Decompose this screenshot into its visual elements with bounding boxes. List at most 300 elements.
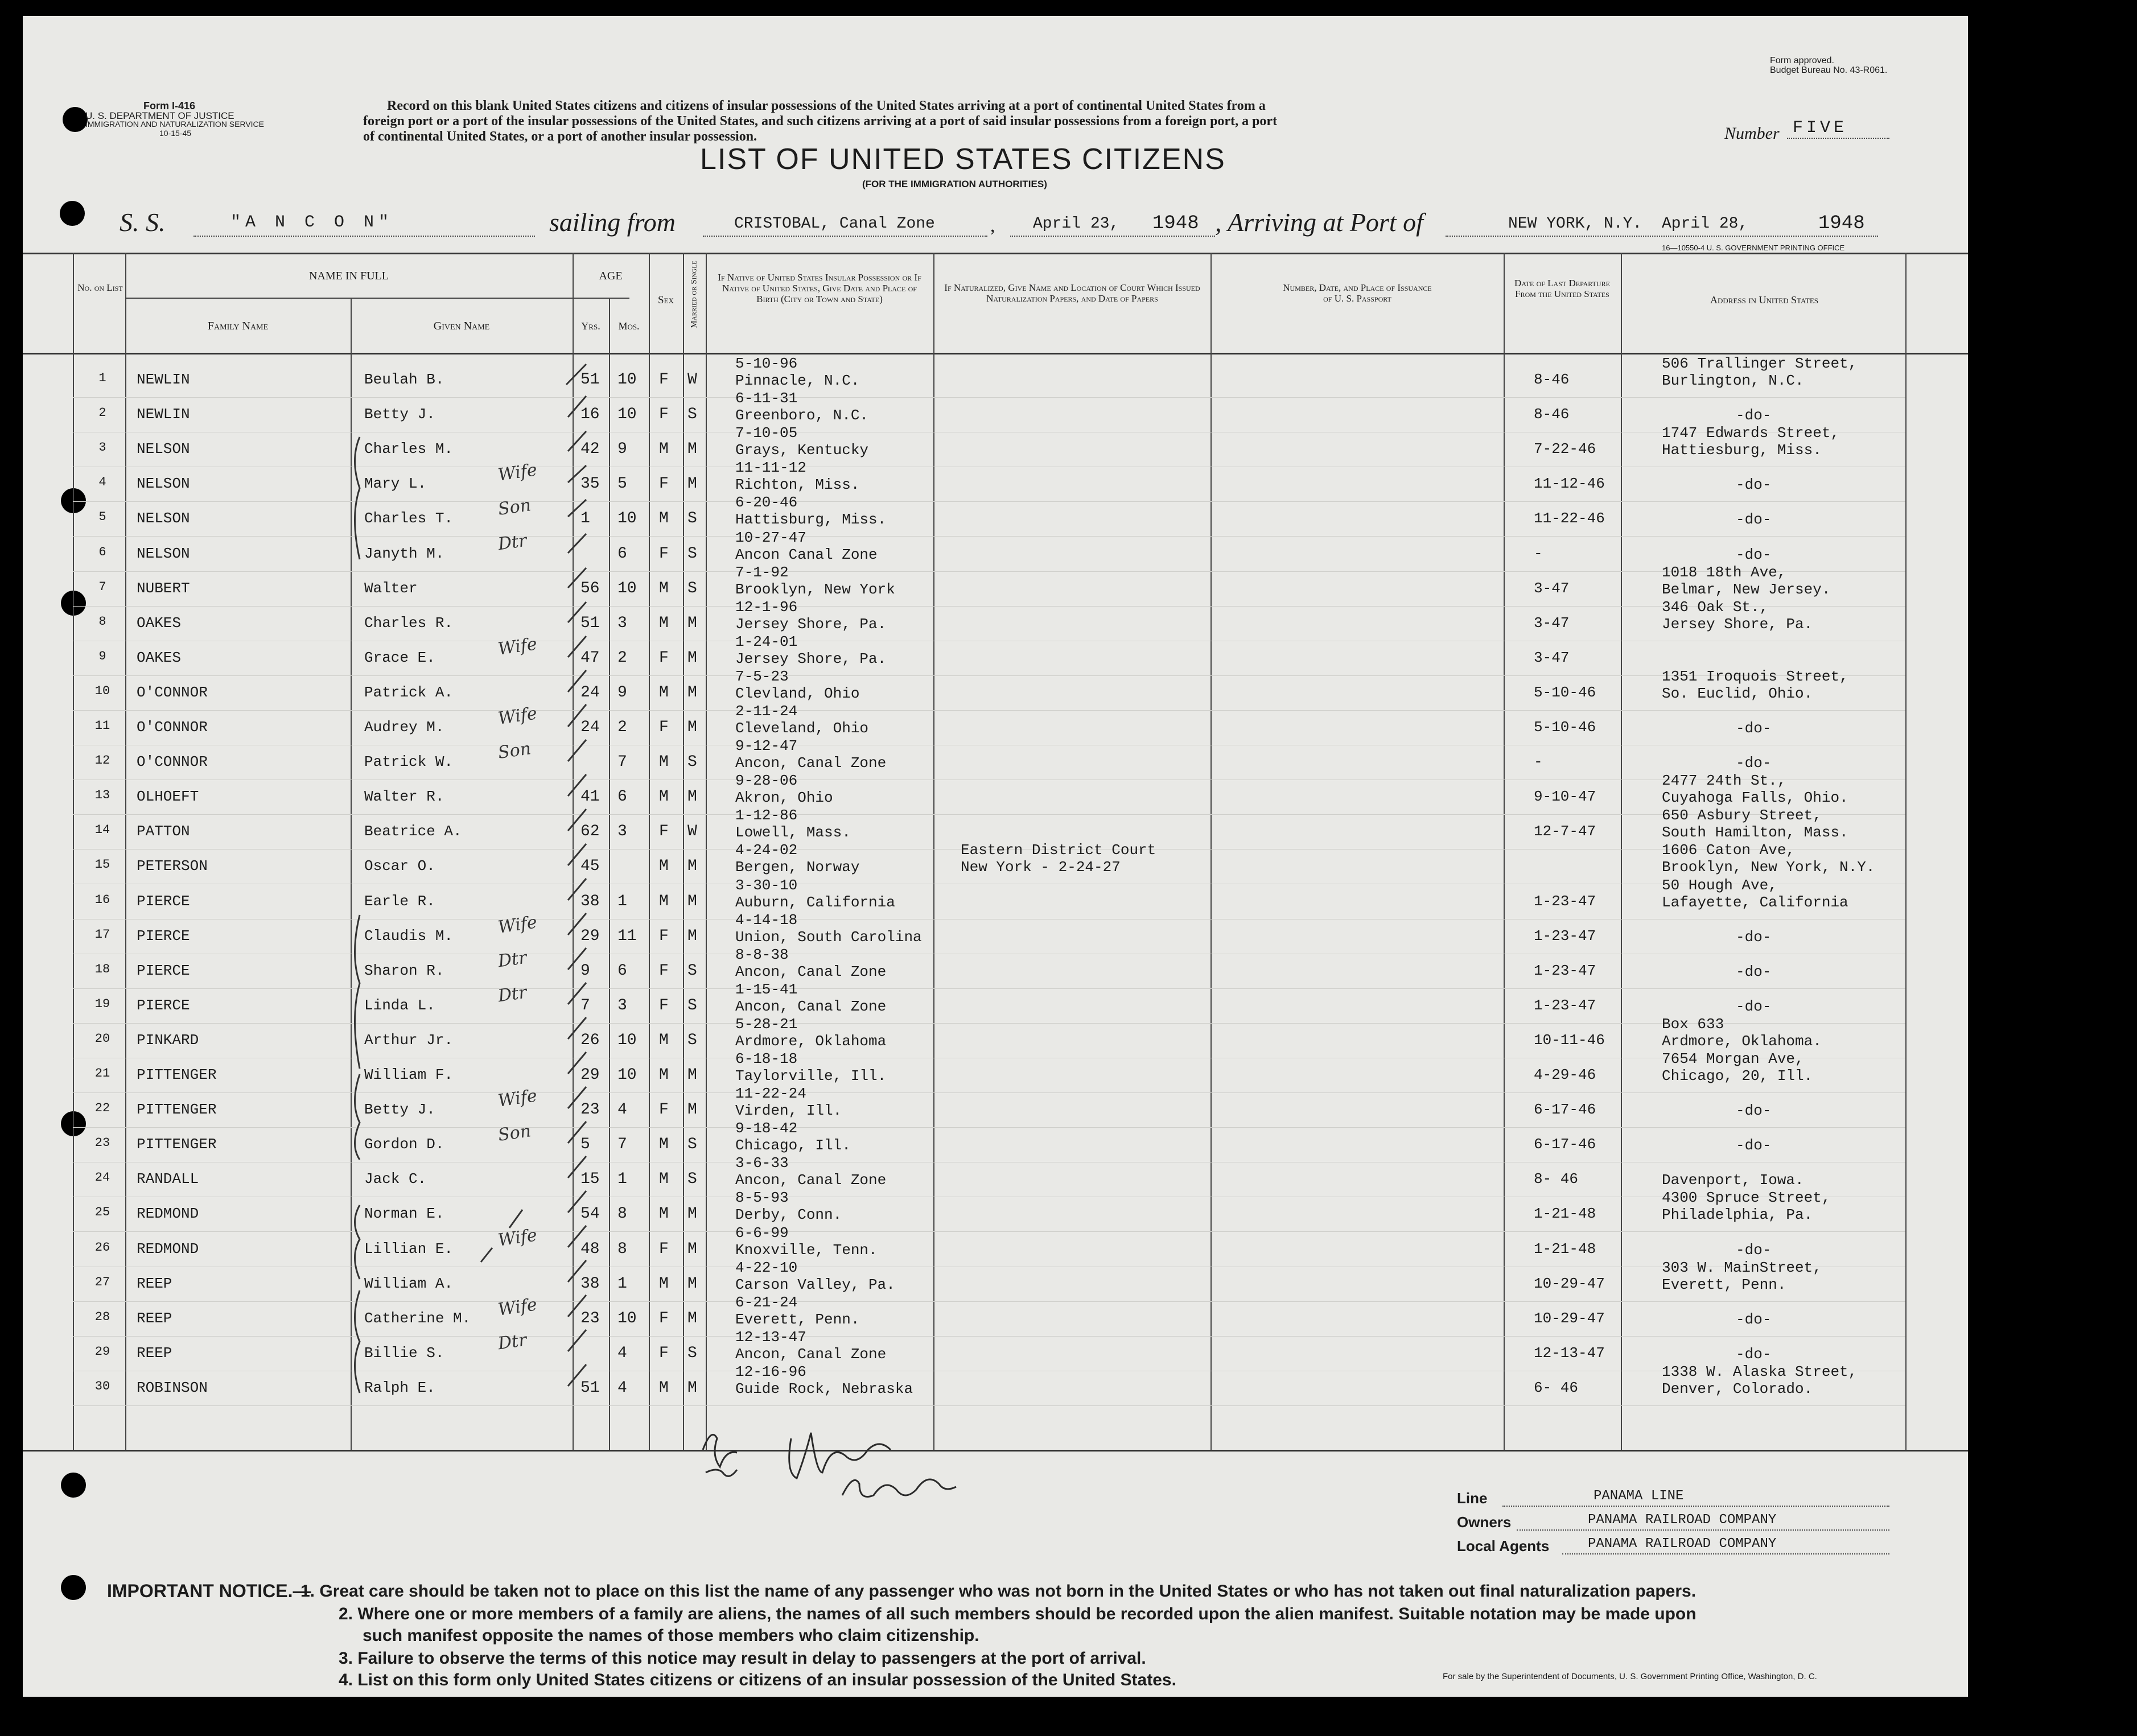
agents-label: Local Agents [1457,1537,1550,1554]
birth-place: Ancon, Canal Zone [735,998,887,1015]
check-mark [568,1226,586,1247]
sex: M [659,580,669,597]
birth-date: 7-5-23 [735,668,789,685]
row-number: 12 [94,753,110,768]
birth-place: Jersey Shore, Pa. [735,616,887,633]
approval-line1: Form approved. [1770,56,1834,65]
address-line2: Davenport, Iowa. [1662,1172,1804,1189]
address-line1: 650 Asbury Street, [1662,807,1822,824]
birth-date: 8-8-38 [735,946,789,963]
last-departure: 3-47 [1534,615,1570,632]
age-years: 29 [580,927,600,945]
last-departure: 1-21-48 [1534,1240,1596,1257]
notice-2a: 2. Where one or more members of a family are aliens, the names of all such members should be recorded upon the alien manifest. Suitable notation may be made upon [339,1605,1697,1623]
birth-place: Derby, Conn. [735,1206,842,1223]
header-family: Family Name [207,320,269,332]
relationship-note: Wife [496,1294,538,1320]
row-number: 11 [94,719,110,733]
age-years: 62 [580,823,600,840]
notice-4: 4. List on this form only United States citizens or citizens of an insular possession of the United States. [339,1671,1176,1689]
ss-label: S. S. [120,208,166,237]
header-yrs: Yrs. [581,320,600,332]
check-mark [568,844,586,865]
birth-date: 6-11-31 [735,390,798,407]
sex: F [659,371,669,389]
sex: M [659,684,669,702]
sex: M [659,857,669,875]
row-number: 4 [98,475,106,489]
given-name: Patrick A. [364,684,454,701]
age-months: 1 [617,893,627,910]
age-years: 56 [580,580,600,597]
age-months: 3 [617,997,627,1015]
given-name: Beatrice A. [364,823,462,840]
age-months: 8 [617,1205,627,1223]
approval-line2: Budget Bureau No. 43-R061. [1770,65,1888,75]
number-label: Number [1724,124,1780,143]
notice-1: 1. Great care should be taken not to place on this list the name of any passenger who was not born in the United States or who has not taken out final naturalization papers. [300,1582,1697,1601]
birth-place: Lowell, Mass. [735,824,851,841]
relationship-note: Wife [496,1225,538,1251]
family-name: PIERCE [137,927,190,945]
marital-status: M [687,857,697,875]
address-line1: 1747 Edwards Street, [1662,424,1840,442]
given-name: Norman E. [364,1205,444,1222]
age-months: 1 [617,1170,627,1188]
address-line2: Hattiesburg, Miss. [1662,442,1822,459]
row-number: 14 [94,823,110,837]
age-years: 16 [580,406,600,423]
row-number: 8 [98,615,106,629]
birth-place: Chicago, Ill. [735,1137,851,1154]
marital-status: M [687,684,697,702]
relationship-note: Wife [496,1086,538,1111]
sex: M [659,1205,669,1223]
family-name: REDMOND [137,1205,199,1222]
age-years: 7 [580,997,590,1015]
sex: M [659,1136,669,1153]
marital-status: S [687,1345,697,1362]
last-departure: 11-22-46 [1534,510,1605,527]
birth-date: 1-12-86 [735,807,798,824]
signature-scribble [706,1470,737,1476]
check-mark [568,704,586,727]
family-name: OAKES [137,615,182,632]
birth-place: Virden, Ill. [735,1102,842,1119]
manifest-sheet [23,16,1968,1697]
row-number: 2 [98,406,106,420]
age-months: 1 [617,1275,627,1293]
age-months: 4 [617,1379,627,1397]
relationship-note: Son [496,739,533,763]
header-birth: If Native of United States Insular Possession or If Native of United States, Give Date and Place of Birth (City or Town and State) [718,272,921,304]
sex: F [659,927,669,945]
check-mark [568,1156,586,1178]
marital-status: M [687,1310,697,1327]
line-value: PANAMA LINE [1594,1488,1684,1504]
header-sex: Sex [658,294,674,306]
last-departure: 1-21-48 [1534,1205,1596,1222]
family-name: NEWLIN [137,371,190,388]
check-mark [568,1017,586,1039]
last-departure: 10-29-47 [1534,1275,1605,1292]
last-departure: 5-10-46 [1534,684,1596,701]
row-number: 24 [94,1170,110,1185]
check-mark [568,670,586,692]
family-name: PITTENGER [137,1101,217,1118]
row-number: 20 [94,1032,110,1046]
sex: F [659,823,669,840]
address-line2: South Hamilton, Mass. [1662,824,1848,841]
check-mark [568,913,586,935]
relationship-note: Dtr [496,947,528,972]
family-name: PINKARD [137,1032,199,1049]
given-name: Beulah B. [364,371,444,388]
address-line2: -do- [1736,1242,1772,1259]
age-months: 10 [617,580,637,597]
check-mark [568,1191,586,1213]
birth-date: 12-1-96 [735,599,798,616]
signature-scribble [789,1433,891,1478]
service: IMMIGRATION AND NATURALIZATION SERVICE [85,119,264,129]
check-mark [568,948,586,970]
given-name: Linda L. [364,997,435,1014]
row-number: 21 [94,1066,110,1081]
row-number: 30 [94,1379,110,1393]
check-mark [509,1210,522,1228]
age-months: 10 [617,510,637,527]
birth-place: Everett, Penn. [735,1311,860,1328]
check-mark [568,534,586,553]
arrival-year: 1948 [1818,213,1865,234]
row-number: 1 [98,371,106,385]
birth-place: Hattisburg, Miss. [735,511,887,528]
sex: M [659,615,669,632]
age-months: 6 [617,788,627,806]
birth-place: Pinnacle, N.C. [735,372,860,389]
check-mark [568,431,586,451]
marital-status: W [687,823,697,840]
age-years: 23 [580,1101,600,1119]
age-years: 9 [580,962,590,980]
age-years: 35 [580,475,600,493]
given-name: Billie S. [364,1345,444,1362]
family-name: REDMOND [137,1240,199,1257]
birth-place: Guide Rock, Nebraska [735,1380,913,1397]
sailing-label: sailing from [549,208,676,237]
last-departure: 6-17-46 [1534,1101,1596,1118]
birth-place: Greenboro, N.C. [735,407,869,424]
naturalization-court: Eastern District Court [961,842,1156,859]
address-line2: Everett, Penn. [1662,1276,1786,1293]
check-mark [568,1087,586,1108]
address-line1: 1018 18th Ave, [1662,564,1786,581]
marital-status: M [687,927,697,945]
birth-date: 12-13-47 [735,1329,806,1346]
last-departure: 12-7-47 [1534,823,1596,840]
given-name: Walter [364,580,418,597]
address-line2: Denver, Colorado. [1662,1380,1813,1397]
relationship-note: Wife [496,703,538,729]
age-months: 11 [617,927,637,945]
naturalization-date: New York - 2-24-27 [961,859,1121,876]
header-no: No. on List [77,282,123,293]
check-mark [568,1052,586,1074]
address-line2: -do- [1736,476,1772,493]
given-name: Jack C. [364,1170,427,1187]
family-name: RANDALL [137,1170,199,1187]
age-years: 23 [580,1310,600,1327]
last-departure: 5-10-46 [1534,719,1596,736]
given-name: Charles R. [364,615,454,632]
family-name: NELSON [137,545,190,562]
birth-date: 11-11-12 [735,459,806,476]
relationship-note: Dtr [496,530,528,555]
given-name: Catherine M. [364,1310,471,1327]
address-line2: -do- [1736,998,1772,1015]
marital-status: M [687,440,697,458]
age-years: 29 [580,1066,600,1084]
given-name: Charles T. [364,510,454,527]
given-name: Grace E. [364,649,435,666]
given-name: Walter R. [364,788,444,805]
header-address: Address in United States [1710,294,1819,306]
birth-date: 7-1-92 [735,564,789,581]
marital-status: S [687,1170,697,1188]
notice-3: 3. Failure to observe the terms of this notice may result in delay to passengers at the port of arrival. [339,1649,1146,1668]
marital-status: S [687,753,697,771]
age-months: 10 [617,406,637,423]
age-years: 51 [580,1379,600,1397]
sail-year: 1948 [1152,213,1199,234]
age-years: 51 [580,615,600,632]
bracket [355,1205,360,1279]
arrival-date: April 28, [1662,215,1748,233]
family-name: NELSON [137,510,190,527]
last-departure: 3-47 [1534,649,1570,666]
sex: F [659,1101,669,1119]
address-line1: 4300 Spruce Street, [1662,1189,1831,1206]
last-departure: 8- 46 [1534,1170,1579,1187]
marital-status: M [687,1205,697,1223]
header-mos: Mos. [618,320,640,332]
owners-value: PANAMA RAILROAD COMPANY [1588,1512,1777,1528]
sex: M [659,753,669,771]
sex: F [659,1240,669,1258]
birth-date: 2-11-24 [735,703,798,720]
sex: M [659,510,669,527]
family-name: ROBINSON [137,1379,208,1396]
marital-status: M [687,719,697,736]
relationship-note: Dtr [496,1330,528,1354]
birth-place: Clevland, Ohio [735,685,860,702]
birth-date: 6-6-99 [735,1224,789,1242]
address-line2: -do- [1736,1137,1772,1154]
last-departure: 10-11-46 [1534,1032,1605,1049]
check-mark [568,396,586,417]
last-departure: 8-46 [1534,371,1570,388]
header-passport: Number, Date, and Place of Issuance of U. S. Passport [1283,282,1432,304]
birth-place: Taylorville, Ill. [735,1067,887,1085]
birth-date: 8-5-93 [735,1189,789,1206]
given-name: Betty J. [364,1101,435,1118]
last-departure: 7-22-46 [1534,440,1596,457]
marital-status: S [687,962,697,980]
family-name: O'CONNOR [137,753,208,770]
age-months: 2 [617,719,627,736]
birth-place: Bergen, Norway [735,859,860,876]
birth-date: 11-22-24 [735,1085,806,1102]
family-name: PITTENGER [137,1136,217,1153]
relationship-note: Wife [496,634,538,659]
birth-date: 7-10-05 [735,424,798,442]
age-months: 5 [617,475,627,493]
birth-date: 6-20-46 [735,494,798,511]
birth-date: 1-15-41 [735,981,798,998]
birth-date: 4-22-10 [735,1259,798,1276]
marital-status: W [687,371,697,389]
sex: M [659,893,669,910]
address-line2: -do- [1736,929,1772,946]
address-line2: -do- [1736,1311,1772,1328]
given-name: Ralph E. [364,1379,435,1396]
sex: F [659,545,669,563]
birth-place: Knoxville, Tenn. [735,1242,878,1259]
header-given: Given Name [433,320,490,332]
marital-status: M [687,893,697,910]
birth-place: Akron, Ohio [735,789,833,806]
last-departure: 12-13-47 [1534,1345,1605,1362]
given-name: William F. [364,1066,454,1083]
address-line1: 346 Oak St., [1662,599,1769,616]
birth-place: Ancon Canal Zone [735,546,878,563]
family-name: REEP [137,1345,172,1362]
birth-place: Auburn, California [735,894,895,911]
form-number: Form I-416 [143,100,196,112]
given-name: Arthur Jr. [364,1032,454,1049]
marital-status: M [687,1240,697,1258]
handwritten-brackets [23,16,1968,1697]
arriving-label: , Arriving at Port of [1215,208,1423,237]
intro-line1: Record on this blank United States citizens and citizens of insular possessions of the United States arriving at a port of continental United States from a [387,98,1266,113]
marital-status: S [687,545,697,563]
relationship-note: Son [496,1121,533,1145]
given-name: Earle R. [364,893,435,910]
birth-date: 5-28-21 [735,1016,798,1033]
marital-status: M [687,475,697,493]
marital-status: S [687,406,697,423]
relationship-note: Dtr [496,982,528,1007]
row-number: 18 [94,962,110,976]
age-months: 9 [617,684,627,702]
header-age: AGE [599,270,623,282]
birth-date: 3-6-33 [735,1154,789,1172]
age-months: 8 [617,1240,627,1258]
marital-status: M [687,649,697,667]
age-months: 10 [617,1066,637,1084]
notice-title: IMPORTANT NOTICE.— [107,1581,311,1601]
address-line1: 506 Trallinger Street, [1662,355,1858,372]
marital-status: S [687,510,697,527]
relationship-note: Wife [496,460,538,485]
last-departure: 1-23-47 [1534,962,1596,979]
last-departure: 9-10-47 [1534,788,1596,805]
age-years: 5 [580,1136,590,1153]
owners-label: Owners [1457,1514,1512,1531]
check-mark [566,364,586,385]
age-months: 7 [617,1136,627,1153]
sex: F [659,719,669,736]
sex: M [659,1275,669,1293]
birth-date: 4-14-18 [735,912,798,929]
sex: M [659,440,669,458]
age-years: 51 [580,371,600,389]
family-name: NUBERT [137,580,190,597]
family-name: PIERCE [137,997,190,1014]
family-name: NELSON [137,440,190,457]
address-line1: 303 W. MainStreet, [1662,1259,1822,1276]
address-line2: -do- [1736,754,1772,772]
sale-note: For sale by the Superintendent of Documents, U. S. Government Printing Office, Washington, D. C. [1443,1672,1817,1681]
check-mark [568,740,586,761]
family-name: PITTENGER [137,1066,217,1083]
age-years: 54 [580,1205,600,1223]
intro-line3: of continental United States, or a port of another insular possession. [363,129,757,144]
check-mark [568,1295,586,1317]
address-line1: 1351 Iroquois Street, [1662,668,1848,685]
address-line2: -do- [1736,963,1772,980]
check-mark [568,1364,586,1386]
family-name: REEP [137,1275,172,1292]
birth-place: Ancon, Canal Zone [735,1346,887,1363]
from-port: CRISTOBAL, Canal Zone [734,215,935,233]
marital-status: S [687,1032,697,1049]
last-departure: 11-12-46 [1534,475,1605,492]
last-departure: 6-17-46 [1534,1136,1596,1153]
age-months: 10 [617,1310,637,1327]
address-line2: -do- [1736,407,1772,424]
given-name: Mary L. [364,475,427,492]
sex: F [659,649,669,667]
check-mark [568,568,586,588]
birth-date: 1-24-01 [735,633,798,650]
given-name: Sharon R. [364,962,444,979]
row-number: 3 [98,440,106,455]
bracket [355,1074,360,1160]
family-name: NEWLIN [137,406,190,423]
signature-scribble [703,1434,737,1467]
family-name: O'CONNOR [137,684,208,701]
address-line2: Philadelphia, Pa. [1662,1206,1813,1223]
row-number: 22 [94,1101,110,1115]
check-mark [568,879,586,900]
family-name: PATTON [137,823,190,840]
family-name: OLHOEFT [137,788,199,805]
age-years: 42 [580,440,600,458]
row-number: 23 [94,1136,110,1150]
address-line1: 1606 Caton Ave, [1662,842,1796,859]
sex: F [659,997,669,1015]
check-mark [568,1330,586,1351]
birth-place: Cleveland, Ohio [735,720,869,737]
given-name: Charles M. [364,440,454,457]
address-line2: -do- [1736,1102,1772,1119]
check-mark [568,465,586,483]
arrival-port: NEW YORK, N.Y. [1508,215,1642,233]
age-months: 2 [617,649,627,667]
check-mark [568,1121,586,1143]
age-years: 48 [580,1240,600,1258]
